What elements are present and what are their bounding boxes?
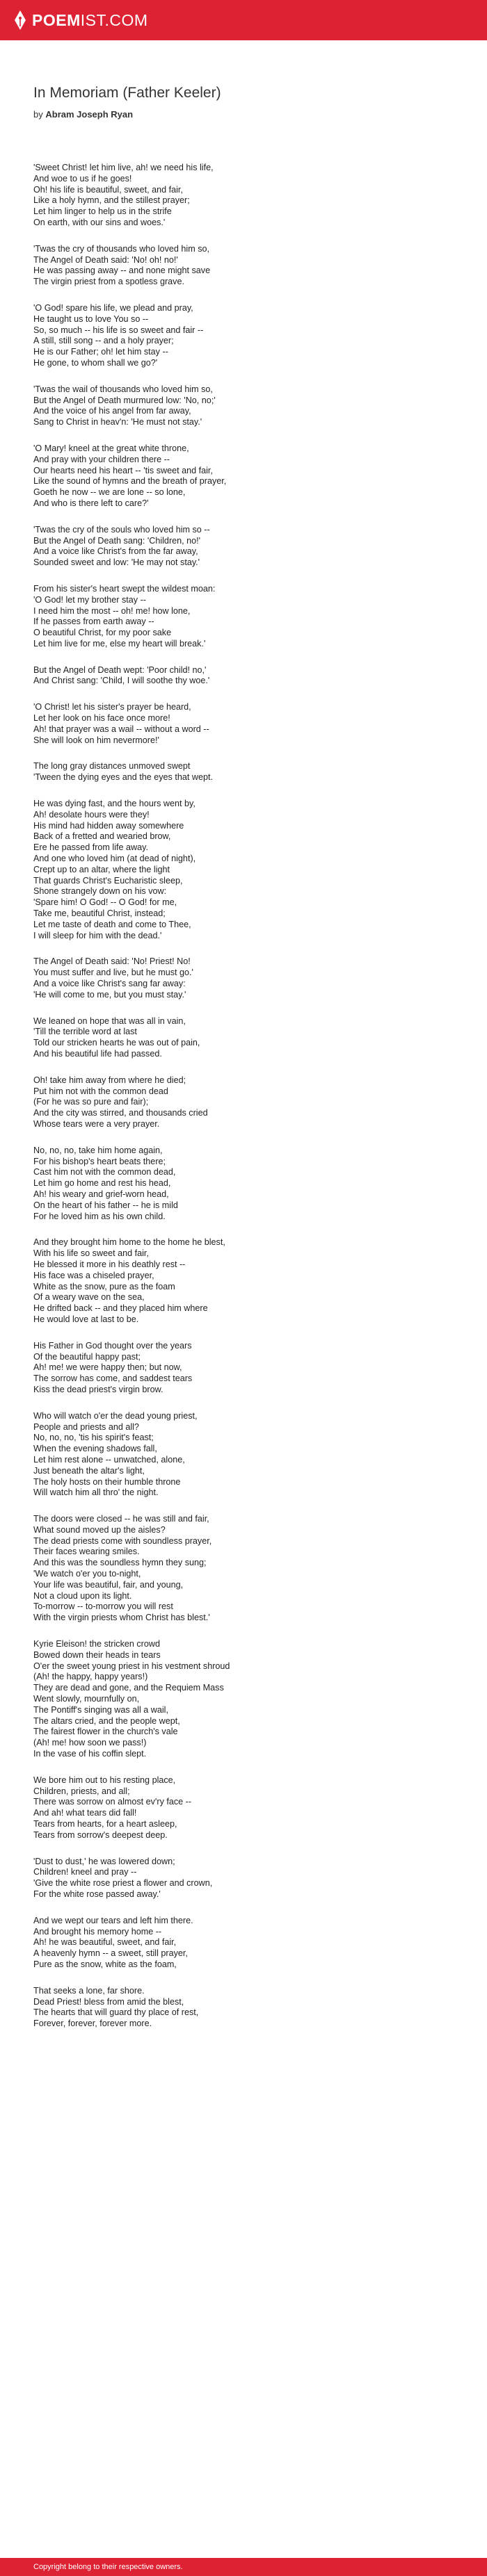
poem-line: So, so much -- his life is so sweet and fair -- (33, 325, 204, 335)
site-logo[interactable] (32, 10, 148, 29)
poem-line: That guards Christ's Eucharistic sleep, (33, 875, 183, 886)
poem-stanza (33, 956, 465, 1000)
poem-line: No, no, no, take him home again, (33, 1145, 163, 1155)
poem-line: Cast him not with the common dead, (33, 1167, 176, 1177)
poem-line: The sorrow has come, and saddest tears (33, 1373, 193, 1384)
poem-stanza (33, 1514, 465, 1624)
poem-line: Sang to Christ in heav'n: 'He must not stay.' (33, 417, 202, 427)
copyright-text: Copyright belong to their respective owners. (33, 2563, 183, 2571)
poem-line: The Pontiff's singing was all a wail, (33, 1704, 168, 1715)
poem-stanza (33, 1411, 465, 1499)
poem-line: The long gray distances unmoved swept (33, 761, 191, 772)
poem-line: Ah! his weary and grief-worn head, (33, 1189, 169, 1199)
poem-line: To-morrow -- to-morrow you will rest (33, 1601, 173, 1612)
poem-line: They are dead and gone, and the Requiem Mass (33, 1683, 224, 1693)
poem-line: Their faces wearing smiles. (33, 1547, 140, 1557)
poem-stanza (33, 702, 465, 746)
poem-line: And they brought him home to the home he blest, (33, 1237, 225, 1248)
poem-stanza (33, 1916, 465, 1971)
poem-stanza (33, 1775, 465, 1841)
poem-line: Sounded sweet and low: 'He may not stay.' (33, 557, 200, 568)
poem-line: Ere he passed from life away. (33, 842, 148, 853)
poem-line: He gone, to whom shall we go?' (33, 357, 158, 368)
poem-stanza (33, 799, 465, 941)
poem-line: Will watch him all thro' the night. (33, 1487, 159, 1498)
poem-line: And a voice like Christ's sang far away: (33, 979, 186, 989)
poem-line: Forever, forever, forever more. (33, 2019, 152, 2029)
poem-line: 'Twas the cry of thousands who loved him so, (33, 243, 210, 254)
poem-title: In Memoriam (Father Keeler) (33, 85, 221, 101)
poem-line: Who will watch o'er the dead young priest, (33, 1410, 198, 1421)
poem-line: 'O Christ! let his sister's prayer be heard, (33, 702, 191, 712)
poem-line: If he passes from earth away -- (33, 617, 154, 627)
logo-light-text: IST.COM (80, 10, 148, 29)
poem-line: The altars cried, and the people wept, (33, 1715, 180, 1726)
poem-line: With his life so sweet and fair, (33, 1248, 149, 1259)
poem-line: 'Till the terrible word at last (33, 1027, 137, 1037)
poem-line: But the Angel of Death wept: 'Poor child! no,' (33, 665, 207, 675)
poem-line: And we wept our tears and left him there. (33, 1915, 193, 1925)
poem-line: The fairest flower in the church's vale (33, 1727, 178, 1737)
poem-line: 'Dust to dust,' he was lowered down; (33, 1856, 175, 1866)
poem-line: And his beautiful life had passed. (33, 1049, 162, 1059)
poem-line: He blessed it more in his deathly rest -- (33, 1259, 186, 1269)
poem-line: Kiss the dead priest's virgin brow. (33, 1384, 163, 1394)
poem-line: Shone strangely down on his vow: (33, 886, 167, 897)
poem-line: Of a weary wave on the sea, (33, 1292, 145, 1303)
poem-line: She will look on him nevermore!' (33, 735, 159, 745)
poem-stanza (33, 163, 465, 229)
poem-line: 'Give the white rose priest a flower and crown, (33, 1878, 213, 1889)
poem-line: Let him go home and rest his head, (33, 1178, 171, 1189)
poem-line: 'O God! spare his life, we plead and pray, (33, 302, 193, 313)
poem-line: On the heart of his father -- he is mild (33, 1200, 178, 1210)
poem-line: A heavenly hymn -- a sweet, still prayer, (33, 1948, 188, 1959)
poem-line: Let him linger to help us in the strife (33, 206, 172, 217)
poem-stanza (33, 1146, 465, 1223)
poem-line: (For he was so pure and fair); (33, 1097, 149, 1107)
poem-line: From his sister's heart swept the wildest moan: (33, 583, 216, 594)
poem-content (0, 83, 465, 2030)
poem-line: His mind had hidden away somewhere (33, 820, 184, 831)
poem-stanza (33, 1341, 465, 1396)
poem-line: Let him live for me, else my heart will break.' (33, 638, 206, 649)
poem-line: Crept up to an altar, where the light (33, 864, 170, 874)
poem-line: 'He will come to me, but you must stay.' (33, 989, 186, 1000)
poem-line: 'We watch o'er you to-night, (33, 1569, 141, 1579)
poem-line: The hearts that will guard thy place of rest, (33, 2007, 199, 2018)
poem-line: Ah! that prayer was a wail -- without a word -- (33, 724, 209, 734)
poem-line: You must suffer and live, but he must go.' (33, 968, 193, 978)
poem-line: Children! kneel and pray -- (33, 1867, 137, 1877)
poem-line: White as the snow, pure as the foam (33, 1281, 175, 1291)
poem-line: Went slowly, mournfully on, (33, 1694, 140, 1704)
poem-line: The doors were closed -- he was still and fair, (33, 1514, 209, 1524)
poem-stanza (33, 384, 465, 428)
poem-stanza (33, 443, 465, 510)
poem-line: 'Spare him! O God! -- O God! for me, (33, 897, 177, 908)
poem-line: For he loved him as his own child. (33, 1211, 166, 1221)
poem-line: The holy hosts on their humble throne (33, 1476, 181, 1487)
poem-line: Ah! he was beautiful, sweet, and fair, (33, 1937, 177, 1948)
poem-line: And pray with your children there -- (33, 454, 170, 464)
poem-line: And woe to us if he goes! (33, 173, 132, 184)
poem-line: And the voice of his angel from far away, (33, 406, 191, 416)
poem-line: His Father in God thought over the years (33, 1340, 192, 1351)
poem-line: There was sorrow on almost ev'ry face -- (33, 1797, 192, 1807)
poem-body (33, 163, 465, 2030)
poem-line: Bowed down their heads in tears (33, 1649, 161, 1660)
poem-stanza (33, 1986, 465, 2030)
poem-line: We leaned on hope that was all in vain, (33, 1016, 186, 1026)
poem-line: And brought his memory home -- (33, 1926, 162, 1937)
poem-line: And ah! what tears did fall! (33, 1808, 137, 1818)
poem-line: O'er the sweet young priest in his vestment shroud (33, 1661, 230, 1671)
poem-line: Take me, beautiful Christ, instead; (33, 908, 166, 919)
poem-line: 'Twas the wail of thousands who loved him so, (33, 384, 213, 394)
poem-line: The virgin priest from a spotless grave. (33, 277, 184, 287)
poem-line: He would love at last to be. (33, 1314, 139, 1324)
poem-line: He was dying fast, and the hours went by, (33, 799, 195, 809)
poem-line: What sound moved up the aisles? (33, 1524, 166, 1535)
poem-line: Tears from hearts, for a heart asleep, (33, 1819, 177, 1829)
poem-stanza (33, 1857, 465, 1900)
by-label: by (33, 109, 43, 120)
poem-line: When the evening shadows fall, (33, 1444, 157, 1454)
poem-line: Oh! take him away from where he died; (33, 1075, 186, 1085)
poem-line: No, no, no, 'tis his spirit's feast; (33, 1433, 154, 1443)
poem-line: Whose tears were a very prayer. (33, 1118, 160, 1129)
poem-line: And one who loved him (at dead of night), (33, 854, 196, 864)
poem-stanza (33, 1639, 465, 1760)
poem-line: O beautiful Christ, for my poor sake (33, 628, 172, 638)
poem-line: Dead Priest! bless from amid the blest, (33, 1996, 184, 2007)
logo-bold-text: POEM (32, 10, 81, 29)
poem-line: And Christ sang: 'Child, I will soothe thy woe.' (33, 676, 210, 686)
poem-line: Not a cloud upon its light. (33, 1590, 132, 1601)
poem-line: Let me taste of death and come to Thee, (33, 919, 191, 929)
poem-line: A still, still song -- and a holy prayer; (33, 336, 174, 346)
poem-line: Back of a fretted and wearied brow, (33, 831, 171, 842)
poem-stanza (33, 303, 465, 369)
poem-line: I will sleep for him with the dead.' (33, 930, 162, 940)
poem-line: Ah! me! we were happy then; but now, (33, 1362, 182, 1373)
poem-line: That seeks a lone, far shore. (33, 1985, 145, 1996)
poem-line: (Ah! the happy, happy years!) (33, 1672, 148, 1682)
poem-stanza (33, 244, 465, 288)
poem-line: He drifted back -- and they placed him where (33, 1303, 208, 1314)
poem-line: Like the sound of hymns and the breath of prayer, (33, 476, 227, 487)
site-header (0, 0, 487, 40)
poem-line: For the white rose passed away.' (33, 1889, 161, 1899)
poem-line: Pure as the snow, white as the foam, (33, 1959, 177, 1969)
poem-stanza (33, 1237, 465, 1325)
poem-line: Your life was beautiful, fair, and young, (33, 1579, 184, 1590)
poem-line: 'Sweet Christ! let him live, ah! we need his life, (33, 163, 214, 172)
poem-line: The Angel of Death said: 'No! oh! no!' (33, 254, 178, 265)
poem-line: Goeth he now -- we are lone -- so lone, (33, 487, 186, 498)
poem-line: And this was the soundless hymn they sung; (33, 1558, 207, 1568)
poem-line: Let him rest alone -- unwatched, alone, (33, 1454, 185, 1465)
poem-line: (Ah! me! how soon we pass!) (33, 1738, 147, 1748)
poem-line: Put him not with the common dead (33, 1086, 168, 1096)
poem-line: 'Tween the dying eyes and the eyes that wept. (33, 772, 213, 783)
poem-line: He was passing away -- and none might save (33, 266, 211, 276)
poem-line: In the vase of his coffin slept. (33, 1749, 147, 1759)
poem-line: We bore him out to his resting place, (33, 1775, 176, 1785)
poem-line: Kyrie Eleison! the stricken crowd (33, 1639, 160, 1649)
poem-line: 'O God! let my brother stay -- (33, 594, 146, 605)
poem-line: Of the beautiful happy past; (33, 1351, 141, 1362)
poem-line: The Angel of Death said: 'No! Priest! No! (33, 956, 191, 967)
poem-stanza (33, 525, 465, 569)
poem-stanza (33, 1075, 465, 1130)
poem-line: Ah! desolate hours were they! (33, 809, 150, 820)
poem-line: For his bishop's heart beats there; (33, 1156, 166, 1166)
poem-line: People and priests and all? (33, 1421, 139, 1432)
poem-line: He taught us to love You so -- (33, 313, 149, 324)
poem-line: Oh! his life is beautiful, sweet, and fair, (33, 184, 183, 195)
poem-line: And a voice like Christ's from the far away, (33, 546, 198, 557)
poem-stanza (33, 1016, 465, 1060)
poem-line: On earth, with our sins and woes.' (33, 217, 166, 227)
poem-line: Let her look on his face once more! (33, 713, 170, 724)
poem-stanza (33, 761, 465, 783)
poem-stanza (33, 665, 465, 687)
poem-line: 'Twas the cry of the souls who loved him so -- (33, 524, 210, 535)
poem-line: His face was a chiseled prayer, (33, 1270, 154, 1280)
poem-line: Like a holy hymn, and the stillest prayer; (33, 195, 190, 206)
poem-line: Children, priests, and all; (33, 1786, 130, 1796)
poem-line: Our hearts need his heart -- 'tis sweet and fair, (33, 465, 213, 475)
poem-line: I need him the most -- oh! me! how lone, (33, 605, 191, 616)
poem-line: Just beneath the altar's light, (33, 1465, 145, 1476)
poem-line: The dead priests come with soundless prayer, (33, 1535, 212, 1546)
poem-line: And who is there left to care?' (33, 498, 149, 508)
poem-line: And the city was stirred, and thousands cried (33, 1108, 208, 1118)
poem-stanza (33, 584, 465, 650)
pen-nib-icon (13, 10, 28, 31)
poem-line: Tears from sorrow's deepest deep. (33, 1829, 168, 1840)
poem-line: With the virgin priests whom Christ has blest.' (33, 1613, 210, 1623)
poem-line: Told our stricken hearts he was out of pain, (33, 1038, 200, 1048)
site-footer (0, 2558, 487, 2576)
poem-byline (33, 108, 465, 121)
poem-line: But the Angel of Death sang: 'Children, no!' (33, 535, 201, 546)
author-link[interactable]: Abram Joseph Ryan (45, 109, 134, 120)
poem-line: He is our Father; oh! let him stay -- (33, 347, 168, 357)
poem-line: But the Angel of Death murmured low: 'No, no;' (33, 395, 216, 405)
poem-line: 'O Mary! kneel at the great white throne, (33, 443, 189, 453)
